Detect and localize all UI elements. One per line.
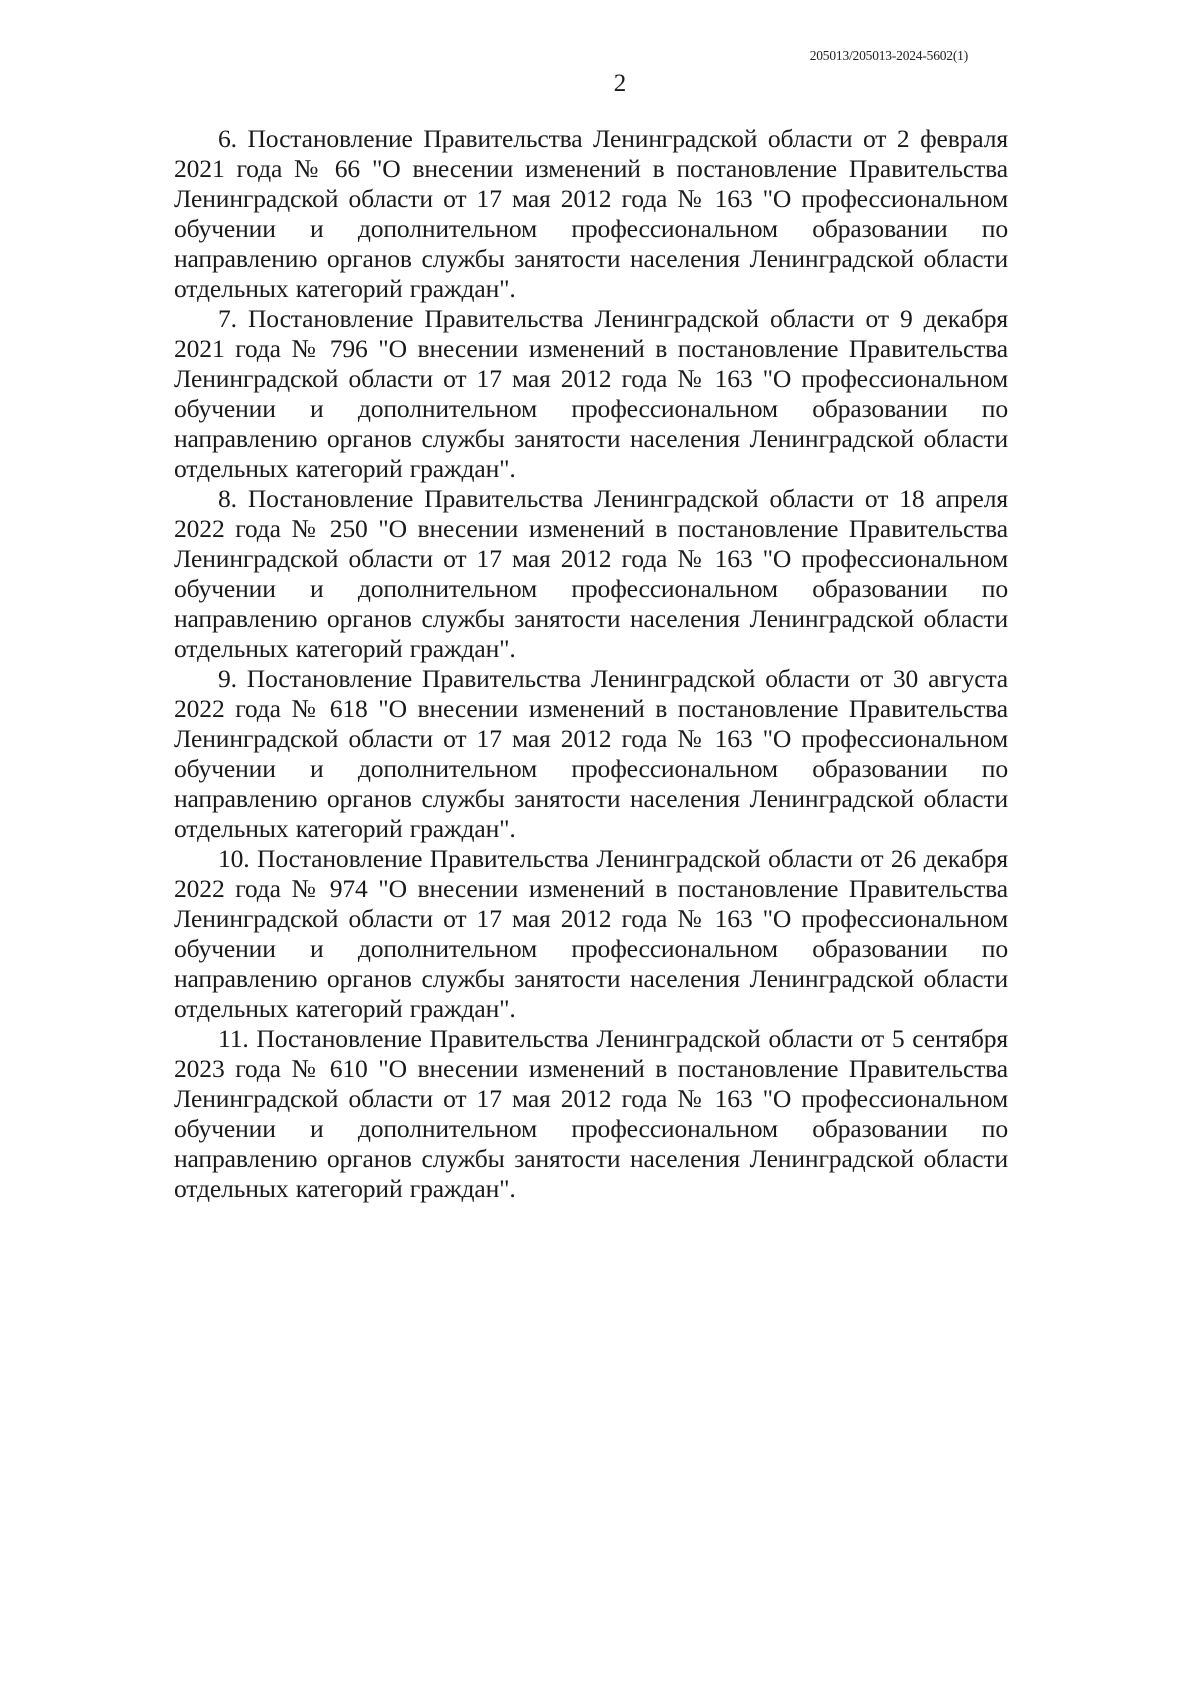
document-id: 205013/205013-2024-5602(1) [809,48,968,63]
list-item-11: 11. Постановление Правительства Ленинградской области от 5 сентября 2023 года № 610 "О внесении изменений в постановление Правительства Ленинградской области от 17 мая 2012 года № 163 "О профессиональном обучении и дополнительном профессиональном образовании по направлению органов службы занятости населения Ленинградской области отдельных категорий граждан". [174,1024,1008,1203]
list-item-10: 10. Постановление Правительства Ленинградской области от 26 декабря 2022 года № 974 "О внесении изменений в постановление Правительства Ленинградской области от 17 мая 2012 года № 163 "О профессиональном обучении и дополнительном профессиональном образовании по направлению органов службы занятости населения Ленинградской области отдельных категорий граждан". [174,844,1008,1023]
list-item-9: 9. Постановление Правительства Ленинградской области от 30 августа 2022 года № 618 "О внесении изменений в постановление Правительства Ленинградской области от 17 мая 2012 года № 163 "О профессиональном обучении и дополнительном профессиональном образовании по направлению органов службы занятости населения Ленинградской области отдельных категорий граждан". [174,664,1008,843]
list-item-6: 6. Постановление Правительства Ленинградской области от 2 февраля 2021 года № 66 "О внесении изменений в постановление Правительства Ленинградской области от 17 мая 2012 года № 163 "О профессиональном обучении и дополнительном профессиональном образовании по направлению органов службы занятости населения Ленинградской области отдельных категорий граждан". [174,124,1008,303]
list-item-8: 8. Постановление Правительства Ленинградской области от 18 апреля 2022 года № 250 "О внесении изменений в постановление Правительства Ленинградской области от 17 мая 2012 года № 163 "О профессиональном обучении и дополнительном профессиональном образовании по направлению органов службы занятости населения Ленинградской области отдельных категорий граждан". [174,484,1008,663]
page-number: 2 [613,70,627,97]
list-item-7: 7. Постановление Правительства Ленинградской области от 9 декабря 2021 года № 796 "О внесении изменений в постановление Правительства Ленинградской области от 17 мая 2012 года № 163 "О профессиональном обучении и дополнительном профессиональном образовании по направлению органов службы занятости населения Ленинградской области отдельных категорий граждан". [174,304,1008,483]
document-body [174,124,1008,1204]
